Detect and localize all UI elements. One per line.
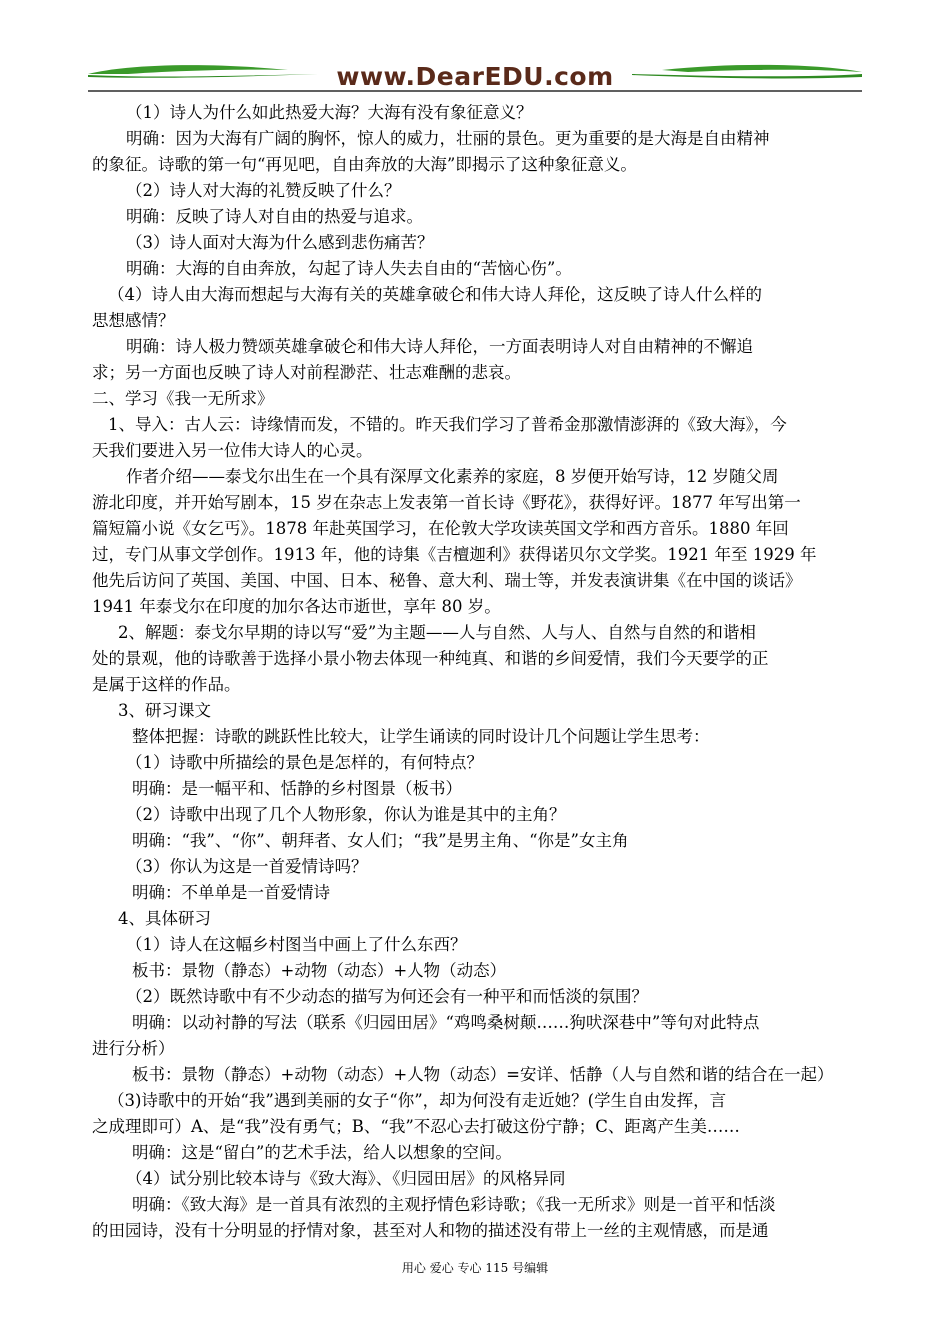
text-line: 板书：景物（静态）+动物（动态）+人物（动态）=安详、恬静（人与自然和谐的结合在一起） bbox=[132, 1065, 834, 1084]
site-logo: www.DearEDU.com bbox=[336, 62, 614, 91]
text-line: 1、导入：古人云：诗缘情而发，不错的。昨天我们学习了普希金那激情澎湃的《致大海》，今 bbox=[108, 415, 787, 434]
text-line: 的田园诗，没有十分明显的抒情对象，甚至对人和物的描述没有带上一丝的主观情感，而是通 bbox=[92, 1221, 769, 1240]
text-line: 明确：反映了诗人对自由的热爱与追求。 bbox=[126, 207, 423, 226]
text-line: 他先后访问了英国、美国、中国、日本、秘鲁、意大利、瑞士等，并发表演讲集《在中国的谈话》 bbox=[92, 571, 802, 590]
text-line: 明确：大海的自由奔放，勾起了诗人失去自由的“苦恼心伤”。 bbox=[126, 259, 572, 278]
text-line: 二、学习《我一无所求》 bbox=[92, 389, 274, 408]
text-line: （2）既然诗歌中有不少动态的描写为何还会有一种平和而恬淡的氛围？ bbox=[126, 987, 648, 1006]
text-line: 是属于这样的作品。 bbox=[92, 675, 241, 694]
text-line: （1）诗人在这幅乡村图当中画上了什么东西？ bbox=[126, 935, 467, 954]
text-line: （3）你认为这是一首爱情诗吗？ bbox=[126, 857, 368, 876]
text-line: 处的景观，他的诗歌善于选择小景小物去体现一种纯真、和谐的乡间爱情，我们今天要学的正 bbox=[92, 649, 769, 668]
text-line: 整体把握：诗歌的跳跃性比较大，让学生诵读的同时设计几个问题让学生思考： bbox=[132, 727, 710, 746]
text-line: 求；另一方面也反映了诗人对前程渺茫、壮志难酬的悲哀。 bbox=[92, 363, 521, 382]
text-line: （3)诗歌中的开始“我”遇到美丽的女子“你”，却为何没有走近她？(学生自由发挥，言 bbox=[108, 1091, 727, 1110]
page-footer: 用心 爱心 专心 115 号编辑 bbox=[401, 1261, 549, 1275]
text-line: 过，专门从事文学创作。1913 年，他的诗集《吉檀迦利》获得诺贝尔文学奖。1921 年至 1929 年 bbox=[92, 545, 817, 564]
text-line: 明确：这是“留白”的艺术手法，给人以想象的空间。 bbox=[132, 1143, 512, 1162]
text-line: 篇短篇小说《女乞丐》。1878 年赴英国学习，在伦敦大学攻读英国文学和西方音乐。1880 年回 bbox=[92, 519, 789, 538]
text-line: 明确：以动衬静的写法（联系《归园田居》“鸡鸣桑树颠……狗吠深巷中”等句对此特点 bbox=[132, 1013, 760, 1032]
text-line: 1941 年泰戈尔在印度的加尔各达市逝世，享年 80 岁。 bbox=[92, 597, 501, 616]
text-line: 板书：景物（静态）+动物（动态）+人物（动态） bbox=[132, 961, 507, 980]
text-line: 进行分析） bbox=[92, 1039, 175, 1058]
text-line: 2、解题：泰戈尔早期的诗以写“爱”为主题——人与自然、人与人、自然与自然的和谐相 bbox=[118, 623, 756, 642]
text-line: 明确：不单单是一首爱情诗 bbox=[132, 883, 330, 902]
text-line: 明确：是一幅平和、恬静的乡村图景（板书） bbox=[132, 779, 462, 798]
text-line: （4）诗人由大海而想起与大海有关的英雄拿破仑和伟大诗人拜伦，这反映了诗人什么样的 bbox=[108, 285, 762, 304]
text-line: 的象征。诗歌的第一句“再见吧，自由奔放的大海”即揭示了这种象征意义。 bbox=[92, 155, 637, 174]
text-line: 明确：诗人极力赞颂英雄拿破仑和伟大诗人拜伦，一方面表明诗人对自由精神的不懈追 bbox=[126, 337, 753, 356]
text-line: 4、具体研习 bbox=[118, 909, 211, 928]
page-header bbox=[88, 58, 862, 98]
text-line: 明确：“我”、“你”、朝拜者、女人们；“我”是男主角、“你是”女主角 bbox=[132, 831, 629, 850]
text-line: （3）诗人面对大海为什么感到悲伤痛苦？ bbox=[126, 233, 434, 252]
document-body bbox=[92, 100, 860, 1244]
text-line: 思想感情？ bbox=[92, 311, 175, 330]
text-line: 天我们要进入另一位伟大诗人的心灵。 bbox=[92, 441, 373, 460]
text-line: 作者介绍——泰戈尔出生在一个具有深厚文化素养的家庭，8 岁便开始写诗，12 岁随父周 bbox=[126, 467, 779, 486]
text-line: 3、研习课文 bbox=[118, 701, 211, 720]
text-line: 明确：《致大海》是一首具有浓烈的主观抒情色彩诗歌；《我一无所求》则是一首平和恬淡 bbox=[132, 1195, 776, 1214]
text-line: （1）诗歌中所描绘的景色是怎样的，有何特点？ bbox=[126, 753, 483, 772]
text-line: （2）诗人对大海的礼赞反映了什么？ bbox=[126, 181, 401, 200]
text-line: （1）诗人为什么如此热爱大海？大海有没有象征意义？ bbox=[126, 103, 533, 122]
text-line: （2）诗歌中出现了几个人物形象，你认为谁是其中的主角？ bbox=[126, 805, 566, 824]
text-line: 之成理即可）A、是“我”没有勇气；B、“我”不忍心去打破这份宁静；C、距离产生美…… bbox=[92, 1117, 740, 1136]
text-line: 游北印度，并开始写剧本，15 岁在杂志上发表第一首长诗《野花》，获得好评。1877 年写出第一 bbox=[92, 493, 801, 512]
text-line: （4）试分别比较本诗与《致大海》、《归园田居》的风格异同 bbox=[126, 1169, 566, 1188]
text-line: 明确：因为大海有广阔的胸怀，惊人的威力，壮丽的景色。更为重要的是大海是自由精神 bbox=[126, 129, 770, 148]
